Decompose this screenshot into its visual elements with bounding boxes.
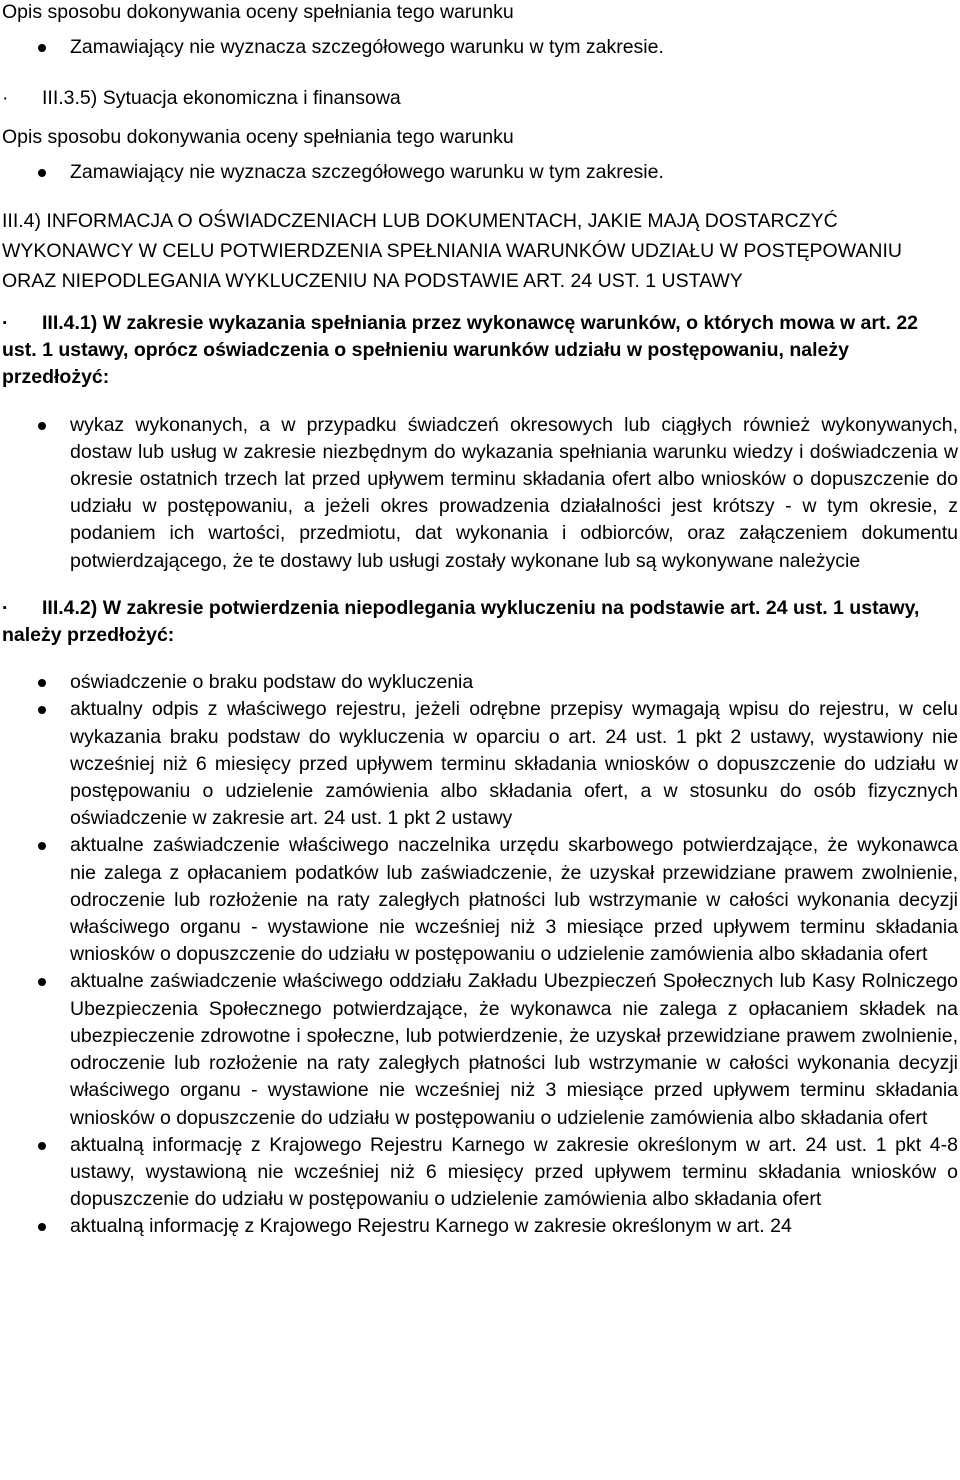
section-marker: · — [2, 87, 9, 110]
list-item: aktualny odpis z właściwego rejestru, jeżeli odrębne przepisy wymagają wpisu do rejestru, w celu wykazania braku podstaw do wykluczenia w oparciu o art. 24 ust. 1 pkt 2 ustawy, wystawiony nie wcześniej niż 6 miesięcy przed upływem terminu składania wniosków o dopuszczenie do udziału w postępowaniu o udzielenie zamówienia albo składania ofert, a w stosunku do osób fizycznych oświadczenie w zakresie art. 24 ust. 1 pkt 2 ustawy — [2, 696, 958, 832]
heading-text: Opis sposobu dokonywania oceny spełniania tego warunku — [2, 125, 514, 148]
section-heading — [2, 0, 958, 26]
subsection-title-text: III.4.1) W zakresie wykazania spełniania przez wykonawcę warunków, o których mowa w art. 22 ust. 1 ustawy, oprócz oświadczenia o spełnieniu warunków udziału w postępowaniu, należy przedłożyć: — [2, 312, 919, 389]
list-item: Zamawiający nie wyznacza szczegółowego warunku w tym zakresie. — [2, 159, 958, 186]
section-title — [2, 206, 958, 296]
list-item: aktualne zaświadczenie właściwego naczelnika urzędu skarbowego potwierdzające, że wykonawca nie zalega z opłacaniem podatków lub zaświadczenie, że uzyskał przewidziane prawem zwolnienie, odroczenie lub rozłożenie na raty zaległych płatności lub wstrzymanie w całości wykonania decyzji właściwego organu - wystawione nie wcześniej niż 3 miesiące przed upływem terminu składania wniosków o dopuszczenie do udziału w postępowaniu o udzielenie zamówienia albo składania ofert — [2, 832, 958, 968]
list-item: aktualną informację z Krajowego Rejestru Karnego w zakresie określonym w art. 24 — [2, 1213, 958, 1240]
subsection-title-text: III.4.2) W zakresie potwierdzenia niepodlegania wykluczeniu na podstawie art. 24 ust. 1 ustawy, należy przedłożyć: — [2, 596, 920, 647]
section-title-text: III.4) INFORMACJA O OŚWIADCZENIACH LUB DOKUMENTACH, JAKIE MAJĄ DOSTARCZYĆ WYKONAWCY W CELU POTWIERDZENIA SPEŁNIANIA WARUNKÓW UDZIAŁU W POSTĘPOWANIU ORAZ NIEPODLEGANIA WYKLUCZENIU NA PODSTAWIE ART. 24 UST. 1 USTAWY — [2, 210, 902, 293]
list-item: wykaz wykonanych, a w przypadku świadczeń okresowych lub ciągłych również wykonywanych, dostaw lub usług w zakresie niezbędnym do wykazania spełniania warunku wiedzy i doświadczenia w okresie ostatnich trzech lat przed upływem terminu składania ofert albo wniosków o dopuszczenie do udziału w postępowaniu, a jeżeli okres prowadzenia działalności jest krótszy - w tym okresie, z podaniem ich wartości, przedmiotu, dat wykonania i odbiorców, oraz załączeniem dokumentu potwierdzającego, że te dostawy lub usługi zostały wykonane lub są wykonywane należycie — [2, 412, 958, 575]
section-heading — [2, 124, 958, 151]
list-item: aktualne zaświadczenie właściwego oddziału Zakładu Ubezpieczeń Społecznych lub Kasy Rolniczego Ubezpieczenia Społecznego potwierdzające, że wykonawca nie zalega z opłacaniem składek na ubezpieczenie zdrowotne i społeczne, lub potwierdzenie, że uzyskał przewidziane prawem zwolnienie, odroczenie lub rozłożenie na raty zaległych płatności lub wstrzymanie w całości wykonania decyzji właściwego organu - wystawione nie wcześniej niż 3 miesiące przed upływem terminu składania wniosków o dopuszczenie do udziału w postępowaniu o udzielenie zamówienia albo składania ofert — [2, 968, 958, 1131]
list-item: oświadczenie o braku podstaw do wykluczenia — [2, 669, 958, 696]
list-item: aktualną informację z Krajowego Rejestru Karnego w zakresie określonym w art. 24 ust. 1 pkt 4-8 ustawy, wystawioną nie wcześniej niż 6 miesięcy przed upływem terminu składania wniosków o dopuszczenie do udziału w postępowaniu o udzielenie zamówienia albo składania ofert — [2, 1132, 958, 1214]
heading-text: Opis sposobu dokonywania oceny spełniania tego warunku — [2, 1, 514, 23]
bullet-list — [2, 412, 958, 575]
subsection-title — [2, 595, 958, 649]
subsection-title — [2, 310, 958, 392]
bullet-list — [2, 34, 958, 61]
subsection-title-text: III.3.5) Sytuacja ekonomiczna i finansowa — [42, 87, 401, 110]
list-item: Zamawiający nie wyznacza szczegółowego warunku w tym zakresie. — [2, 34, 958, 61]
subsection-title — [2, 85, 958, 112]
section-marker: · — [2, 312, 9, 335]
bullet-list — [2, 669, 958, 1240]
bullet-list — [2, 159, 958, 186]
section-marker: · — [2, 596, 9, 619]
